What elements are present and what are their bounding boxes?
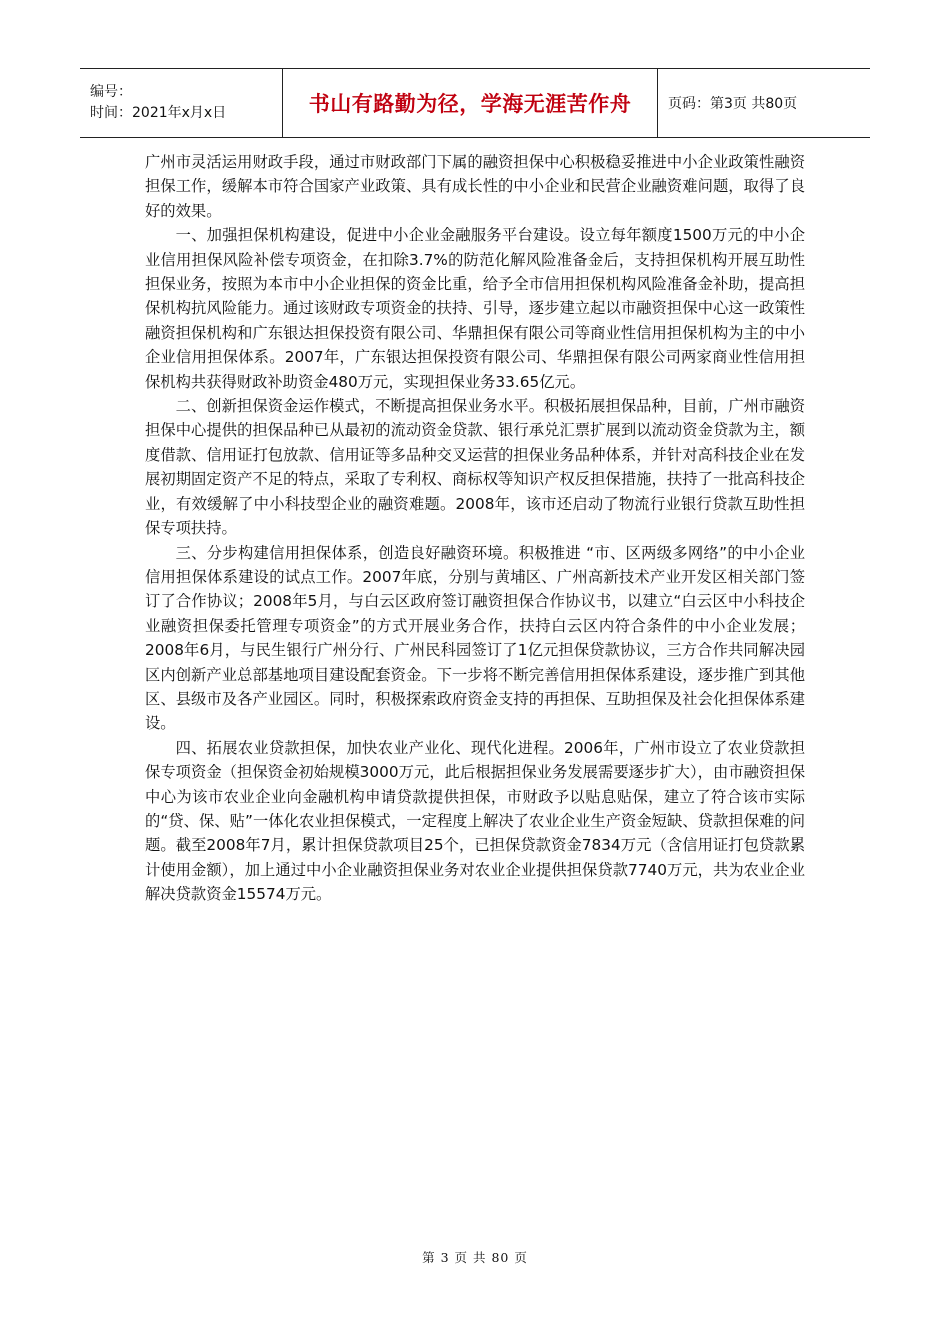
page-footer [0,1248,950,1266]
page-header [80,68,870,138]
body-paragraph: 三、分步构建信用担保体系，创造良好融资环境。积极推进 “市、区两级多网络”的中小企业信用担保体系建设的试点工作。2007年底，分别与黄埔区、广州高新技术产业开发区相关部门签订了合作协议；2008年5月，与白云区政府签订融资担保合作协议书，以建立“白云区中小科技企业融资担保委托管理专项资金”的方式开展业务合作，扶持白云区内符合条件的中小企业发展；2008年6月，与民生银行广州分行、广州民科园签订了1亿元担保贷款协议，三方合作共同解决园区内创新产业总部基地项目建设配套资金。下一步将不断完善信用担保体系建设，逐步推广到其他区、县级市及各产业园区。同时，积极探索政府资金支持的再担保、互助担保及社会化担保体系建设。 [145,543,805,733]
header-motto: 书山有路勤为径，学海无涯苦作舟 [308,92,632,116]
body-paragraph: 广州市灵活运用财政手段，通过市财政部门下属的融资担保中心积极稳妥推进中小企业政策性融资担保工作，缓解本市符合国家产业政策、具有成长性的中小企业和民营企业融资难问题，取得了良好的效果。 [145,153,805,220]
body-paragraph: 二、创新担保资金运作模式，不断提高担保业务水平。积极拓展担保品种，目前，广州市融资担保中心提供的担保品种已从最初的流动资金贷款、银行承兑汇票扩展到以流动资金贷款为主，额度借款、信用证打包放款、信用证等多品种交叉运营的担保业务品种体系，并针对高科技企业在发展初期固定资产不足的特点，采取了专利权、商标权等知识产权反担保措施，扶持了一批高科技企业，有效缓解了中小科技型企业的融资难题。2008年，该市还启动了物流行业银行贷款互助性担保专项扶持。 [145,397,805,538]
header-motto-cell [283,69,658,137]
header-meta [80,69,283,137]
document-body [145,150,805,907]
body-paragraph: 四、拓展农业贷款担保，加快农业产业化、现代化进程。2006年，广州市设立了农业贷款担保专项资金（担保资金初始规模3000万元，此后根据担保业务发展需要逐步扩大），由市融资担保中心为该市农业企业向金融机构申请贷款提供担保，市财政予以贴息贴保，建立了符合该市实际的“贷、保、贴”一体化农业担保模式，一定程度上解决了农业企业生产资金短缺、贷款担保难的问题。截至2008年7月，累计担保贷款项目25个，已担保贷款资金7834万元（含信用证打包贷款累计使用金额），加上通过中小企业融资担保业务对农业企业提供担保贷款7740万元，共为农业企业解决贷款资金15574万元。 [145,738,805,904]
body-paragraph: 一、加强担保机构建设，促进中小企业金融服务平台建设。设立每年额度1500万元的中小企业信用担保风险补偿专项资金，在扣除3.7%的防范化解风险准备金后，支持担保机构开展互助性担保业务，按照为本市中小企业担保的资金比重，给予全市信用担保机构风险准备金补助，提高担保机构抗风险能力。通过该财政专项资金的扶持、引导，逐步建立起以市融资担保中心这一政策性融资担保机构和广东银达担保投资有限公司、华鼎担保有限公司等商业性信用担保机构为主的中小企业信用担保体系。2007年，广东银达担保投资有限公司、华鼎担保有限公司两家商业性信用担保机构共获得财政补助资金480万元，实现担保业务33.65亿元。 [145,226,805,391]
document-date: 时间：2021年x月x日 [90,105,227,121]
header-page-info-cell [658,69,870,137]
footer-page-number: 第 3 页 共 80 页 [422,1250,528,1265]
header-page-info: 页码：第3页 共80页 [668,96,798,112]
document-number-label: 编号： [90,84,132,100]
